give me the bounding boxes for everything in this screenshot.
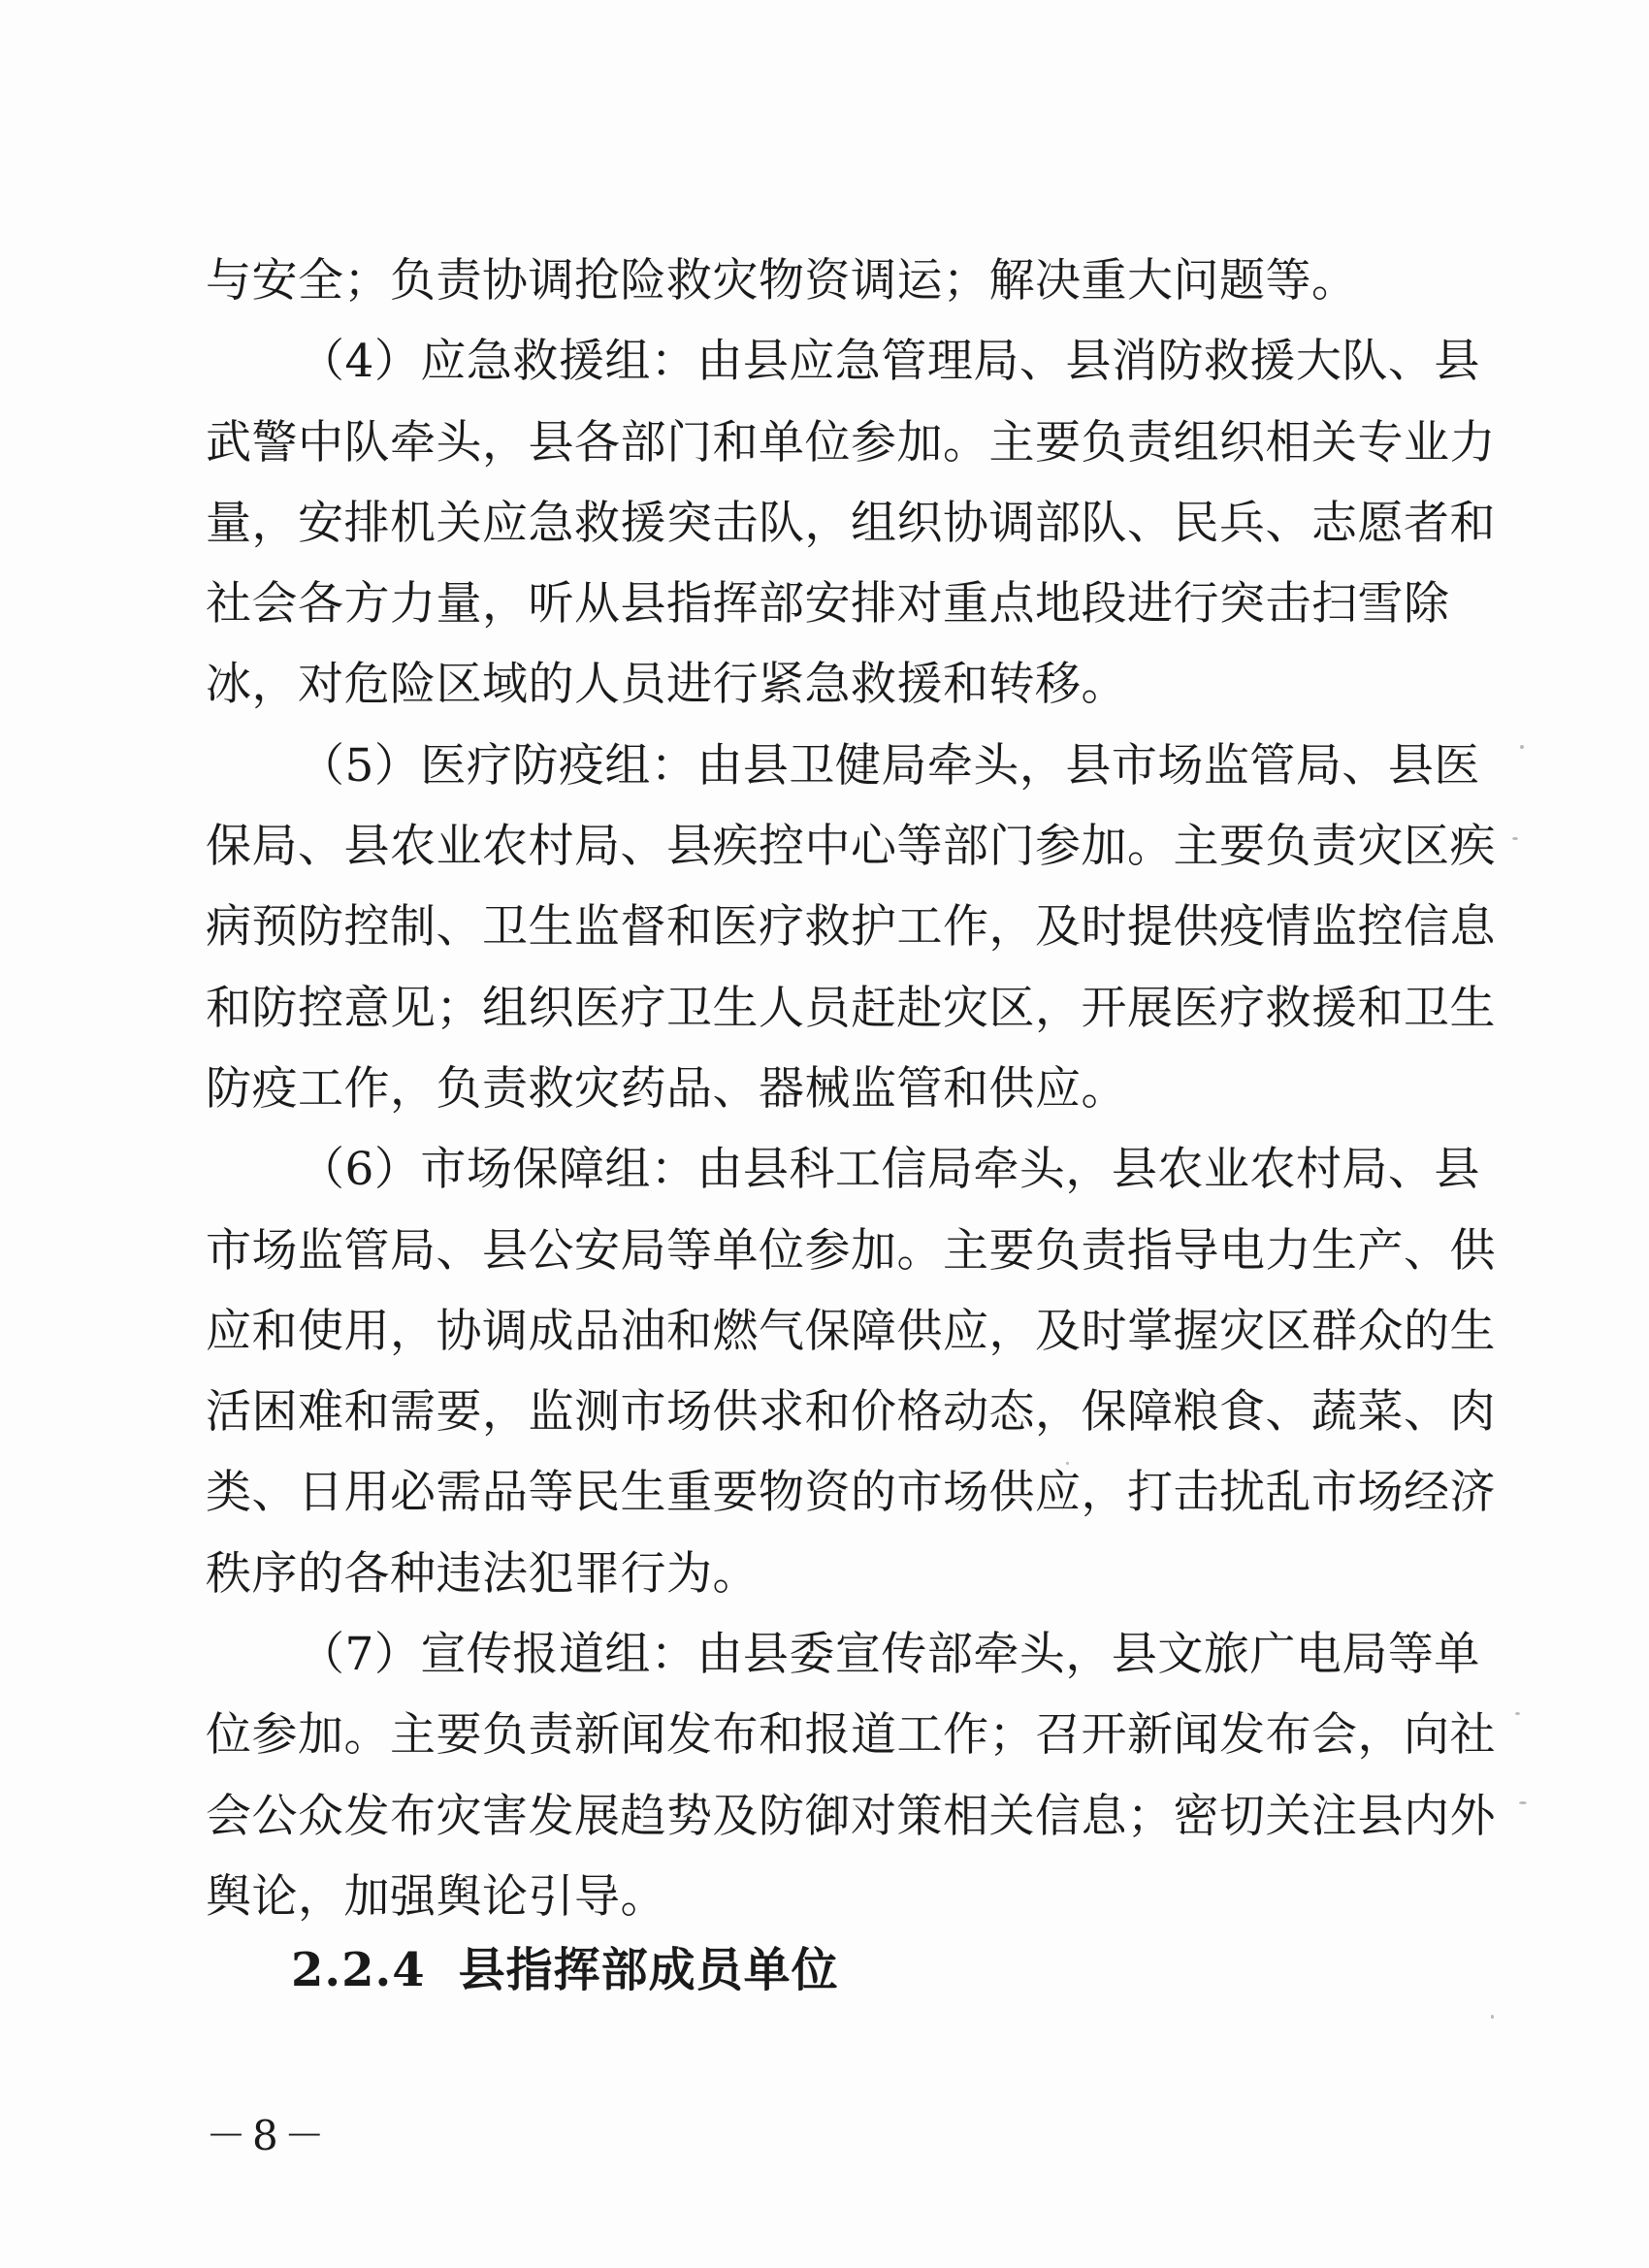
text-line: 防疫工作，负责救灾药品、器械监管和供应。 — [206, 1061, 1127, 1116]
scan-speck — [1520, 745, 1524, 749]
text-line: 保局、县农业农村局、县疾控中心等部门参加。主要负责灾区疾 — [206, 820, 1496, 874]
text-line: 类、日用必需品等民生重要物资的市场供应，打击扰乱市场经济 — [206, 1466, 1496, 1520]
scan-speck — [1512, 837, 1518, 840]
text-line: 冰，对危险区域的人员进行紧急救援和转移。 — [206, 658, 1127, 712]
text-line: 病预防控制、卫生监督和医疗救护工作，及时提供疫情监控信息 — [206, 900, 1496, 955]
page-number: －8－ — [206, 2112, 331, 2159]
text-line: 市场监管局、县公安局等单位参加。主要负责指导电力生产、供 — [206, 1223, 1496, 1278]
text-line: 和防控意见；组织医疗卫生人员赶赴灾区，开展医疗救援和卫生 — [206, 981, 1496, 1035]
scan-speck — [1066, 1462, 1069, 1465]
text-line: 应和使用，协调成品油和燃气保障供应，及时掌握灾区群众的生 — [206, 1304, 1496, 1358]
text-line: 舆论，加强舆论引导。 — [206, 1869, 666, 1924]
text-line: 社会各方力量，听从县指挥部安排对重点地段进行突击扫雪除 — [206, 577, 1450, 632]
scan-speck — [1519, 1801, 1527, 1804]
text-line: 武警中队牵头，县各部门和单位参加。主要负责组织相关专业力 — [206, 415, 1496, 470]
section-number: 2.2.4 — [291, 1943, 426, 1997]
section-heading — [291, 1936, 839, 2004]
text-line: （6）市场保障组：由县科工信局牵头，县农业农村局、县 — [299, 1143, 1480, 1197]
text-line: （4）应急救援组：由县应急管理局、县消防救援大队、县 — [299, 335, 1480, 389]
text-line: （5）医疗防疫组：由县卫健局牵头，县市场监管局、县医 — [299, 738, 1480, 793]
text-line: 会公众发布灾害发展趋势及防御对策相关信息；密切关注县内外 — [206, 1789, 1496, 1843]
body-text — [206, 241, 1496, 1937]
text-line: 与安全；负责协调抢险救灾物资调运；解决重大问题等。 — [206, 254, 1358, 308]
scan-speck — [1515, 1712, 1520, 1715]
scan-speck — [1491, 2015, 1494, 2019]
text-line: 秩序的各种违法犯罪行为。 — [206, 1546, 759, 1601]
text-line: 量，安排机关应急救援突击队，组织协调部队、民兵、志愿者和 — [206, 496, 1496, 550]
section-title: 县指挥部成员单位 — [458, 1943, 839, 1997]
text-line: 活困难和需要，监测市场供求和价格动态，保障粮食、蔬菜、肉 — [206, 1385, 1496, 1440]
text-line: 位参加。主要负责新闻发布和报道工作；召开新闻发布会，向社 — [206, 1708, 1496, 1763]
text-line: （7）宣传报道组：由县委宣传部牵头，县文旅广电局等单 — [299, 1628, 1480, 1682]
